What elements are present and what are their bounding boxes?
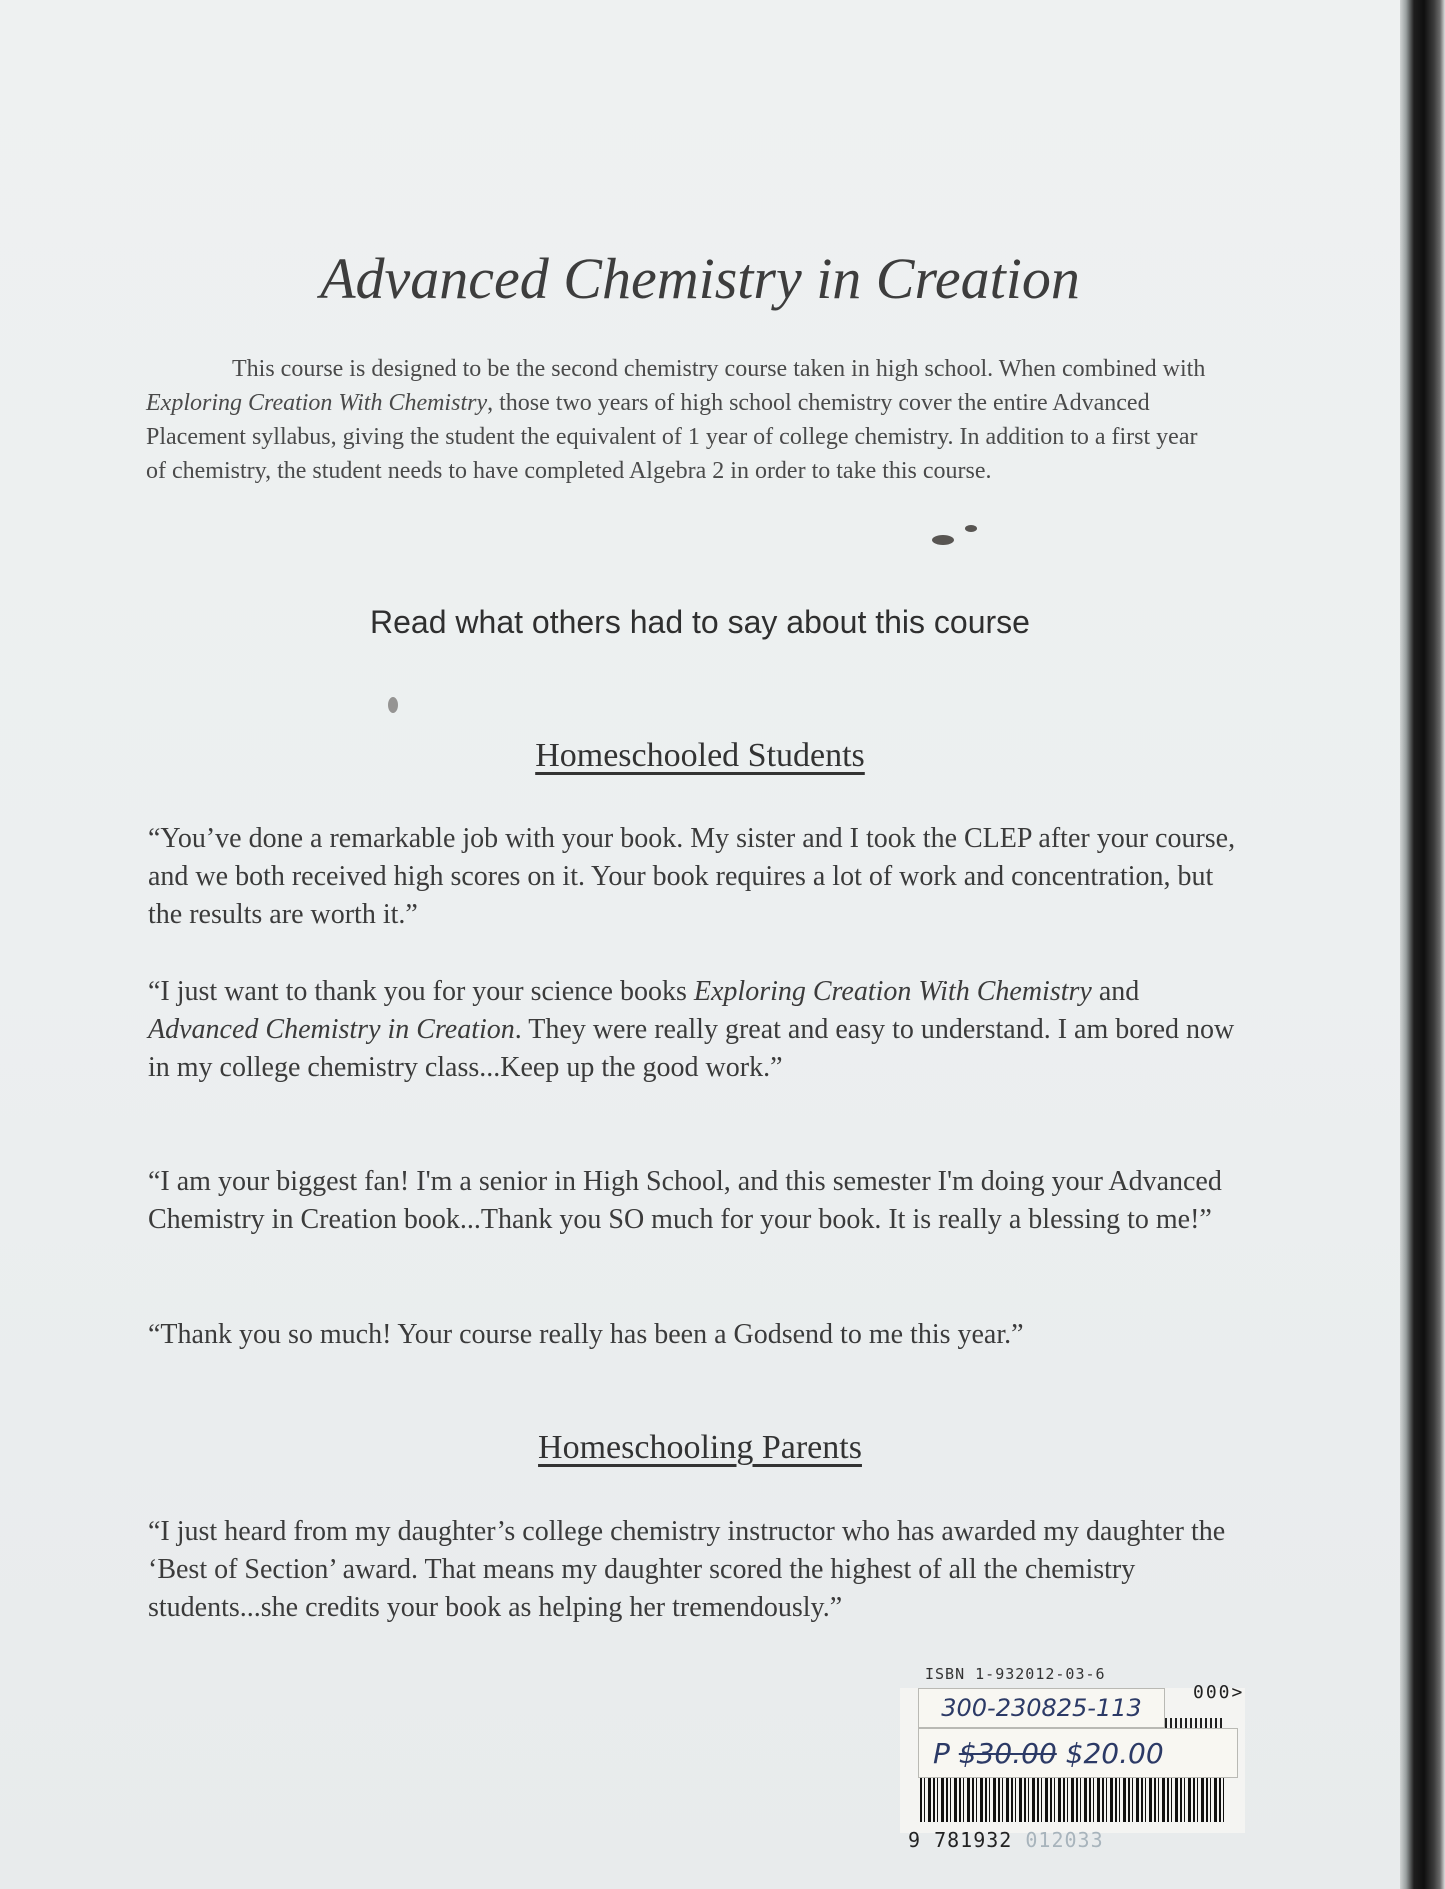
price-prefix: P [933,1737,959,1770]
quote-text: and [1091,976,1140,1007]
price-new: $20.00 [1056,1737,1164,1770]
smudge-mark [932,535,954,545]
intro-book-title: Exploring Creation With Chemistry [146,390,488,416]
barcode-digits-visible: 9 781932 [908,1828,1013,1852]
quote-text: “I just want to thank you for your science books [148,976,694,1007]
barcode-digits-faded: 012033 [1012,1828,1104,1852]
barcode-digits [908,1828,1104,1852]
isbn-label: ISBN 1-932012-03-6 [925,1665,1106,1683]
intro-text-1: This course is designed to be the second chemistry course taken in high school. When combined with [232,356,1206,382]
section-heading-parents: Homeschooling Parents [538,1429,862,1466]
quote-book-title: Advanced Chemistry in Creation [148,1014,515,1045]
student-quote-4: “Thank you so much! Your course really has been a Godsend to me this year.” [148,1319,1024,1350]
student-quote-3: “I am your biggest fan! I'm a senior in High School, and this semester I'm doing your Advanced Chemistry in Creation book...Thank you SO much for your book. It is really a blessing to me!” [148,1166,1222,1235]
price-old: $30.00 [958,1737,1057,1770]
book-spine-edge [1400,0,1445,1889]
testimonials-heading: Read what others had to say about this course [370,604,1030,640]
price-sticker [918,1728,1238,1778]
quote-book-title: Exploring Creation With Chemistry [693,976,1092,1007]
intro-text-2: , those two years of high school chemistry cover the entire Advanced Placement syllabus, giving the student the equivalent of 1 year of college chemistry. In addition to a first year of chemistry, the student needs to have completed Algebra 2 in order to take this course. [146,390,1198,484]
book-title: Advanced Chemistry in Creation [320,246,1080,311]
student-quote-2 [148,973,1248,1087]
section-heading-students: Homeschooled Students [535,737,865,774]
smudge-mark [965,525,977,532]
price-addon-code: 000> [1193,1682,1245,1703]
course-description [146,352,1206,488]
quote-text: . They were really great and easy to understand. I am bored now in my college chemistry class...Keep up the good work.” [148,1014,1235,1083]
smudge-mark [388,697,398,713]
parent-quote-1: “I just heard from my daughter’s college chemistry instructor who has awarded my daughter the ‘Best of Section’ award. That means my daughter scored the highest of all the chemistry students...she credits your book as helping her tremendously.” [148,1516,1226,1623]
student-quote-1: “You’ve done a remarkable job with your book. My sister and I took the CLEP after your course, and we both received high scores on it. Your book requires a lot of work and concentration, but the results are worth it.” [148,823,1236,930]
inventory-code-sticker: 300-230825-113 [918,1688,1165,1728]
